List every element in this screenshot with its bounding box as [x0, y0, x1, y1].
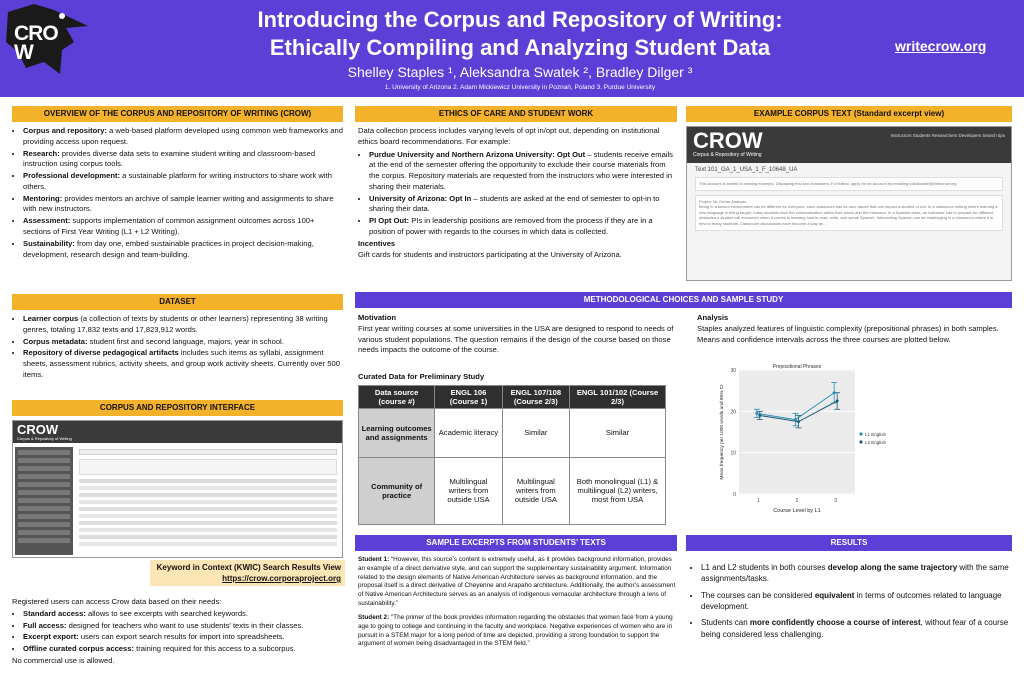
incentives-text: Gift cards for students and instructors participating at the University of Arizona.	[358, 249, 622, 259]
data-point	[797, 420, 800, 423]
table-cell: Similar	[502, 409, 569, 458]
poster-title: Introducing the Corpus and Repository of Writing: Ethically Compiling and Analyzing Student Data	[257, 7, 783, 60]
overview-list	[12, 126, 343, 261]
student2-excerpt: Student 2: “The primer of the book provides information regarding the obstacles that women face from a young age to going to college and continuing in the faculty and workplace. Negative experiences of women who are in pursuit in a STEM major for a long period of time are depicted, providing a strong foundation to support the argument of women being disadvantaged in the STEM field.”	[358, 613, 673, 648]
table-cell: Multilingual writers from outside USA	[435, 457, 502, 525]
analysis-label: Analysis	[697, 313, 729, 322]
curated-data-table	[358, 385, 666, 525]
access-section	[12, 597, 343, 667]
poster-header	[0, 0, 1024, 97]
access-intro: Registered users can access Crow data based on their needs:	[12, 597, 222, 606]
y-axis-label: Mean frequency per 1000 words and 95% CI	[720, 384, 725, 480]
ethics-heading: ETHICS OF CARE AND STUDENT WORK	[355, 106, 677, 122]
legend-label: L2 English	[865, 440, 887, 445]
overview-heading: OVERVIEW OF THE CORPUS AND REPOSITORY OF WRITING (CROW)	[12, 106, 343, 122]
ethics-item: • PI Opt Out: PIs in leadership positions are removed from the process if they are in a position of power with regards to the courses in which data is collected.	[369, 216, 676, 238]
table-header: ENGL 101/102 (Course 2/3)	[570, 386, 666, 409]
x-axis-label: Course Level by L1	[773, 508, 821, 514]
example-notice: This account is limited to viewing excerpts. Displaying first two characters. For fullest, apply for an account by emailing collaborate@writecrow.org	[695, 177, 1003, 191]
curated-label: Curated Data for Preliminary Study	[358, 372, 485, 381]
interface-heading: CORPUS AND REPOSITORY INTERFACE	[12, 400, 343, 416]
ethics-item: • University of Arizona: Opt In – students are asked at the end of semester to opt-in to sharing their data.	[369, 194, 676, 216]
table-cell: Both monolingual (L1) & multilingual (L2) writers, most from USA	[570, 457, 666, 525]
dataset-list	[12, 314, 343, 382]
data-point	[755, 412, 758, 415]
interface-results	[79, 449, 337, 549]
access-item: • Excerpt export: users can export search results for import into spreadsheets.	[23, 632, 343, 643]
results-section	[690, 562, 1012, 645]
table-cell: Academic literacy	[435, 409, 502, 458]
interface-caption: Keyword in Context (KWIC) Search Results View	[156, 563, 341, 572]
dataset-heading: DATASET	[12, 294, 343, 310]
table-header: ENGL 106 (Course 1)	[435, 386, 502, 409]
overview-item: • Professional development: a sustainable platform for writing instructors to share work with others.	[23, 171, 343, 193]
overview-item: • Corpus and repository: a web-based platform developed using common web frameworks and providing access upon request.	[23, 126, 343, 148]
ethics-section	[358, 126, 676, 260]
interface-facets	[15, 447, 73, 555]
overview-item: • Sustainability: from day one, embed sustainable practices in project decision-making, development, research design and team-building.	[23, 239, 343, 261]
plot-area	[739, 370, 855, 494]
table-header: ENGL 107/108 (Course 2/3)	[502, 386, 569, 409]
dataset-item: • Learner corpus (a collection of texts by students or other learners) representing 38 writing genres, totaling 17,832 texts and 17,823,912 words.	[23, 314, 343, 336]
table-row	[359, 457, 666, 525]
overview-item: • Mentoring: provides mentors an archive of sample learner writing and assignments to share with new instructors.	[23, 194, 343, 216]
dataset-item: • Corpus metadata: student first and second language, majors, year in school.	[23, 337, 343, 348]
interface-screenshot	[12, 420, 343, 558]
incentives-label: Incentives	[358, 238, 396, 248]
overview-item: • Research: provides diverse data sets to examine student writing and classroom-based instruction using corpus tools.	[23, 149, 343, 171]
motivation-section	[358, 313, 676, 356]
x-tick-label: 3	[834, 498, 838, 504]
ethics-intro: Data collection process includes varying levels of opt in/opt out, depending on institutional ethics board recommendations. For example:	[358, 126, 660, 146]
access-item: • Offline curated corpus access: training required for this access to a subcorpus.	[23, 644, 343, 655]
motivation-label: Motivation	[358, 313, 396, 322]
results-item: • Students can more confidently choose a course of interest, without fear of a course being considered less challenging.	[701, 617, 1012, 640]
example-text-id: Text 101_GA_1_USA_1_F_10648_UA	[695, 167, 798, 173]
excerpts-heading: SAMPLE EXCERPTS FROM STUDENTS’ TEXTS	[355, 535, 677, 551]
table-cell: Multilingual writers from outside USA	[502, 457, 569, 525]
results-heading: RESULTS	[686, 535, 1012, 551]
ethics-item: • Purdue University and Northern Arizona University: Opt Out – students receive emails at the end of the semester offering the opportunity to exclude their course materials from the corpus. Repository materials are requested from the instructors who were interested in sharing their materials.	[369, 150, 676, 193]
x-tick-label: 2	[795, 498, 799, 504]
example-body: Project 3b: Genre Analysis Being in a school environment can be different for everyone, each classroom has its own values that can impact a student or not. In a classroom setting where learning a new language is being taught, many students face the communication within their peers and the instructor. In a Spanish class, an instructor has to prepare for different obstacles a student will encounter when it comes to learning how to read, write, and speak Spanish. Interpreting Spanish can be challenging in a classroom where it is new to many students. Classroom discussions have become a way an...	[695, 195, 1003, 231]
dataset-item: • Repository of diverse pedagogical artifacts includes such items as syllabi, assignment sheets, assessment rubrics, activity sheets, and group work activity sheets. Currently over 500 items.	[23, 348, 343, 380]
motivation-text: First year writing courses at some universities in the USA are designed to respond to needs of various student populations. The question remains if the design of the course based on those needs impacts the outcome of the course.	[358, 323, 674, 355]
overview-item: • Assessment: supports implementation of common assignment outcomes across 100+ sections of First Year Writing (L1 + L2 Writing).	[23, 216, 343, 238]
data-point	[758, 414, 761, 417]
table-cell: Similar	[570, 409, 666, 458]
table-header: Data source (course #)	[359, 386, 435, 409]
table-cell: Learning outcomes and assignments	[359, 409, 435, 458]
table-row	[359, 409, 666, 458]
interface-url[interactable]: https://crow.corporaproject.org	[222, 574, 341, 583]
example-heading: EXAMPLE CORPUS TEXT (Standard excerpt view)	[686, 106, 1012, 122]
table-cell: Community of practice	[359, 457, 435, 525]
student1-excerpt: Student 1: “However, this source’s content is extremely useful, as it provides background information, provides an example of a direct derivative style, and can support the supplementary sustainability argument. Information related to the design elements of Native American Architecture serves as background information, and the proposal itself is a direct derivative of Cheyenne and Arapaho architecture. Additionally, the author’s assessment of Native American Architecture serves as an analysis of indigenous vernacular architecture through a lens of sustainability.”	[358, 556, 676, 608]
logo-text: CROW	[14, 22, 58, 64]
access-note: No commercial use is allowed.	[12, 655, 115, 665]
y-tick-label: 0	[733, 492, 736, 498]
excerpts-section	[358, 556, 676, 649]
access-item: • Standard access: allows to see excerpts with searched keywords.	[23, 609, 343, 620]
chart-title: Prepositional Phrases	[772, 364, 822, 370]
y-tick-label: 10	[730, 450, 736, 457]
affiliations: 1. University of Arizona 2. Adam Mickiewicz University in Poznań, Poland 3. Purdue University	[384, 84, 656, 91]
results-item: • The courses can be considered equivalent in terms of outcomes related to language development.	[701, 590, 1012, 613]
authors: Shelley Staples ¹, Aleksandra Swatek ², Bradley Dilger ³	[347, 64, 693, 80]
interface-caption-box	[150, 560, 345, 586]
example-screenshot	[686, 126, 1012, 281]
method-heading: METHODOLOGICAL CHOICES AND SAMPLE STUDY	[355, 292, 1012, 308]
analysis-section	[697, 313, 1015, 345]
website-link[interactable]: writecrow.org	[895, 38, 987, 54]
y-tick-label: 30	[730, 368, 736, 374]
interface-topbar: CROW Corpus & Repository of Writing	[13, 421, 342, 443]
x-tick-label: 1	[756, 498, 760, 504]
y-tick-label: 20	[730, 409, 736, 416]
access-item: • Full access: designed for teachers who want to use students’ texts in their classes.	[23, 621, 343, 632]
data-point	[836, 400, 839, 403]
prepositional-phrases-chart	[715, 362, 893, 517]
legend-marker	[859, 432, 862, 435]
results-item: • L1 and L2 students in both courses develop along the same trajectory with the same assignments/tasks.	[701, 562, 1012, 585]
legend-label: L1 English	[865, 432, 887, 437]
example-topbar: CROW Corpus & Repository of Writing Instructors Students Researchers Developers Search tips	[687, 127, 1011, 163]
legend-marker	[859, 440, 862, 443]
analysis-text: Staples analyzed features of linguistic complexity (prepositional phrases) in both samples. Means and confidence intervals across the three courses are plotted below.	[697, 323, 999, 344]
